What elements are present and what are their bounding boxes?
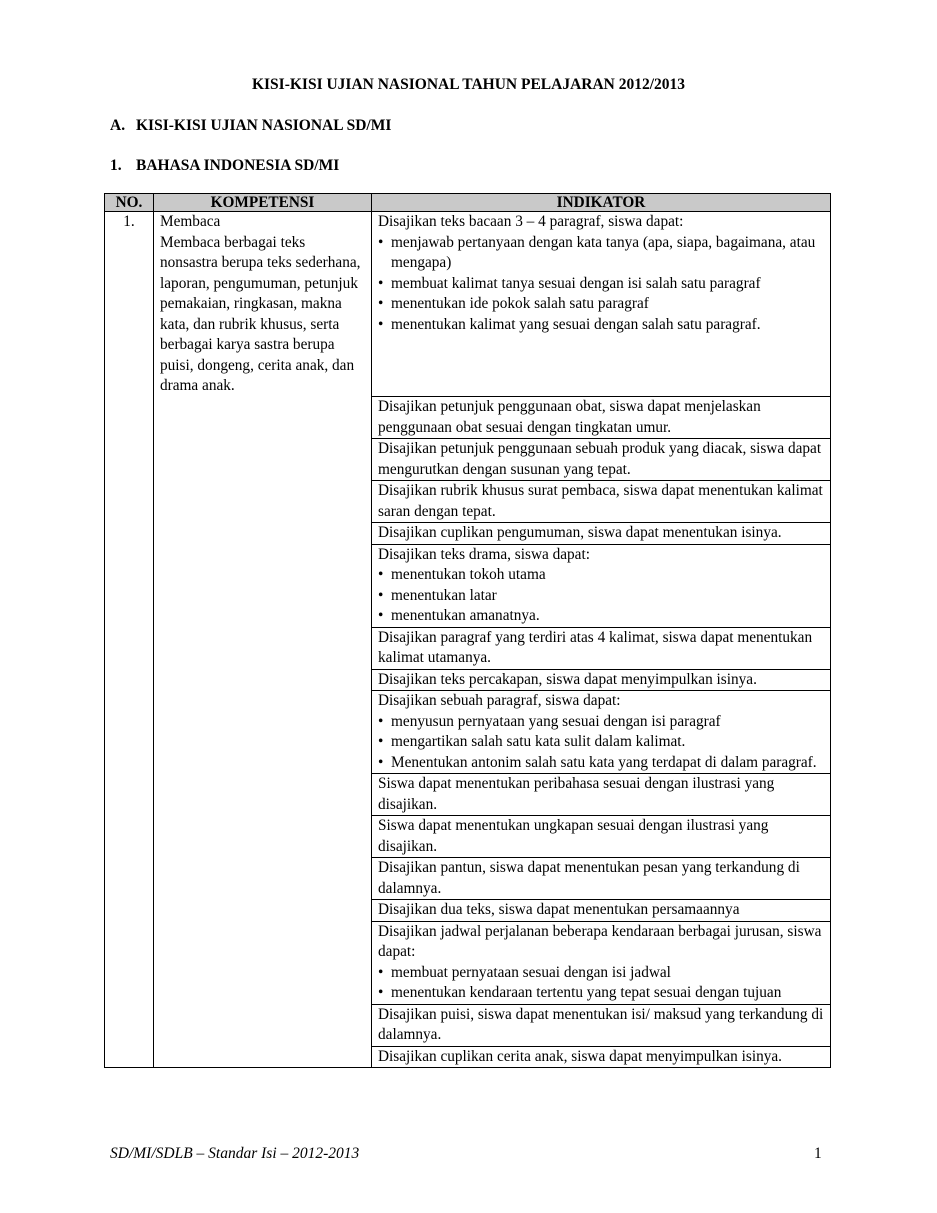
row-number-cell — [105, 627, 154, 669]
table-row — [105, 816, 831, 858]
header-kompetensi: KOMPETENSI — [154, 194, 372, 212]
indikator-bullet-list — [378, 712, 824, 774]
indikator-bullet: • Menentukan antonim salah satu kata yang terdapat di dalam paragraf. — [378, 753, 824, 774]
indikator-bullet: • menyusun pernyataan yang sesuai dengan isi paragraf — [378, 712, 824, 733]
indikator-text: Disajikan cuplikan pengumuman, siswa dapat menentukan isinya. — [378, 524, 782, 541]
row-number-cell — [105, 523, 154, 545]
table-row — [105, 1046, 831, 1068]
indikator-bullet: • menentukan kendaraan tertentu yang tepat sesuai dengan tujuan — [378, 983, 824, 1004]
table-header-row — [105, 194, 831, 212]
row-number-cell — [105, 397, 154, 439]
table-row — [105, 921, 831, 1004]
indikator-text: Disajikan sebuah paragraf, siswa dapat: — [378, 692, 621, 709]
indikator-cell — [372, 1004, 831, 1046]
row-number-cell — [105, 439, 154, 481]
indikator-bullet: • menentukan latar — [378, 586, 824, 607]
indikator-text: Disajikan petunjuk penggunaan sebuah produk yang diacak, siswa dapat mengurutkan dengan susunan yang tepat. — [378, 440, 822, 478]
section-text: KISI-KISI UJIAN NASIONAL SD/MI — [136, 117, 392, 134]
indikator-text: Disajikan pantun, siswa dapat menentukan pesan yang terkandung di dalamnya. — [378, 859, 800, 897]
table-row — [105, 774, 831, 816]
row-number-cell — [105, 481, 154, 523]
kompetensi-cell — [154, 921, 372, 1004]
kompetensi-cell — [154, 774, 372, 816]
kompetensi-cell — [154, 627, 372, 669]
subsection-number: 1. — [110, 157, 122, 174]
indikator-text: Disajikan teks percakapan, siswa dapat menyimpulkan isinya. — [378, 670, 757, 688]
indikator-text: Disajikan petunjuk penggunaan obat, siswa dapat menjelaskan penggunaan obat sesuai dengan tingkatan umur. — [378, 398, 761, 436]
header-indikator: INDIKATOR — [372, 194, 831, 212]
indikator-bullet: • menentukan tokoh utama — [378, 565, 824, 586]
table-row — [105, 858, 831, 900]
row-number-cell — [105, 669, 154, 691]
kompetensi-cell — [154, 397, 372, 439]
indikator-cell — [372, 1046, 831, 1068]
kompetensi-cell — [154, 523, 372, 545]
indikator-text: Disajikan rubrik khusus surat pembaca, siswa dapat menentukan kalimat saran dengan tepat. — [378, 482, 823, 520]
row-number-cell — [105, 544, 154, 627]
subsection-text: BAHASA INDONESIA SD/MI — [136, 157, 340, 174]
indikator-bullet-list — [378, 233, 824, 336]
kompetensi-cell — [154, 691, 372, 774]
kompetensi-cell — [154, 544, 372, 627]
kompetensi-text: Membaca — [160, 213, 221, 230]
indikator-bullet: • menjawab pertanyaan dengan kata tanya (apa, siapa, bagaimana, atau mengapa) — [378, 233, 824, 274]
kompetensi-cell — [154, 481, 372, 523]
table-row — [105, 212, 831, 397]
row-number-cell — [105, 858, 154, 900]
table-row — [105, 481, 831, 523]
table-row — [105, 544, 831, 627]
table-row — [105, 523, 831, 545]
table-body — [105, 212, 831, 1068]
indikator-cell — [372, 774, 831, 816]
page-number: 1 — [814, 1145, 822, 1162]
indikator-text: Disajikan dua teks, siswa dapat menentukan persamaannya — [378, 901, 740, 918]
indikator-text: Disajikan teks drama, siswa dapat: — [378, 545, 590, 563]
indikator-text: Disajikan paragraf yang terdiri atas 4 kalimat, siswa dapat menentukan kalimat utamanya. — [378, 628, 813, 666]
indikator-cell — [372, 544, 831, 627]
kisi-kisi-table — [104, 193, 831, 1068]
row-number-cell — [105, 921, 154, 1004]
indikator-bullet: • menentukan kalimat yang sesuai dengan salah satu paragraf. — [378, 315, 824, 336]
row-number-cell — [105, 691, 154, 774]
indikator-bullet: • menentukan amanatnya. — [378, 606, 824, 627]
table-row — [105, 627, 831, 669]
indikator-text: Disajikan cuplikan cerita anak, siswa dapat menyimpulkan isinya. — [378, 1047, 782, 1065]
row-number-cell — [105, 1004, 154, 1046]
indikator-text: Siswa dapat menentukan peribahasa sesuai dengan ilustrasi yang disajikan. — [378, 775, 775, 813]
indikator-cell — [372, 691, 831, 774]
kompetensi-cell — [154, 816, 372, 858]
kompetensi-cell — [154, 669, 372, 691]
table-row — [105, 669, 831, 691]
indikator-bullet-list — [378, 963, 824, 1004]
footer-text: SD/MI/SDLB – Standar Isi – 2012-2013 — [110, 1145, 360, 1162]
indikator-text: Disajikan teks bacaan 3 – 4 paragraf, siswa dapat: — [378, 213, 684, 230]
kompetensi-cell — [154, 212, 372, 397]
indikator-cell — [372, 900, 831, 922]
row-number-cell: 1. — [105, 212, 154, 397]
indikator-text: Disajikan jadwal perjalanan beberapa kendaraan berbagai jurusan, siswa dapat: — [378, 922, 822, 960]
subsection-heading — [110, 157, 339, 175]
section-heading — [110, 117, 391, 135]
document-title: KISI-KISI UJIAN NASIONAL TAHUN PELAJARAN 2012/2013 — [251, 76, 686, 93]
indikator-cell — [372, 481, 831, 523]
table-row — [105, 397, 831, 439]
row-number-cell — [105, 1046, 154, 1068]
row-number-cell — [105, 816, 154, 858]
indikator-bullet: • membuat kalimat tanya sesuai dengan isi salah satu paragraf — [378, 274, 824, 295]
kompetensi-text: Membaca berbagai teks nonsastra berupa teks sederhana, laporan, pengumuman, petunjuk pemakaian, ringkasan, makna kata, dan rubrik khusus, serta berbagai karya sastra berupa puisi, dongeng, cerita anak, dan drama anak. — [160, 233, 361, 394]
indikator-bullet: • mengartikan salah satu kata sulit dalam kalimat. — [378, 732, 824, 753]
row-number-cell — [105, 900, 154, 922]
indikator-bullet: • membuat pernyataan sesuai dengan isi jadwal — [378, 963, 824, 984]
indikator-cell — [372, 397, 831, 439]
table-row — [105, 691, 831, 774]
indikator-bullet: • menentukan ide pokok salah satu paragraf — [378, 294, 824, 315]
kompetensi-cell — [154, 1004, 372, 1046]
row-number-cell — [105, 774, 154, 816]
indikator-cell — [372, 439, 831, 481]
indikator-cell — [372, 858, 831, 900]
indikator-text: Disajikan puisi, siswa dapat menentukan isi/ maksud yang terkandung di dalamnya. — [378, 1005, 824, 1043]
indikator-cell — [372, 669, 831, 691]
kompetensi-cell — [154, 900, 372, 922]
kompetensi-cell — [154, 439, 372, 481]
table-row — [105, 900, 831, 922]
kompetensi-cell — [154, 858, 372, 900]
section-number: A. — [110, 117, 126, 134]
indikator-bullet-list — [378, 565, 824, 627]
indikator-text: Siswa dapat menentukan ungkapan sesuai dengan ilustrasi yang disajikan. — [378, 817, 769, 855]
indikator-cell — [372, 921, 831, 1004]
kompetensi-cell — [154, 1046, 372, 1068]
header-no: NO. — [105, 194, 154, 212]
indikator-cell — [372, 816, 831, 858]
indikator-cell — [372, 627, 831, 669]
table-row — [105, 439, 831, 481]
indikator-cell — [372, 212, 831, 397]
table-row — [105, 1004, 831, 1046]
indikator-cell — [372, 523, 831, 545]
